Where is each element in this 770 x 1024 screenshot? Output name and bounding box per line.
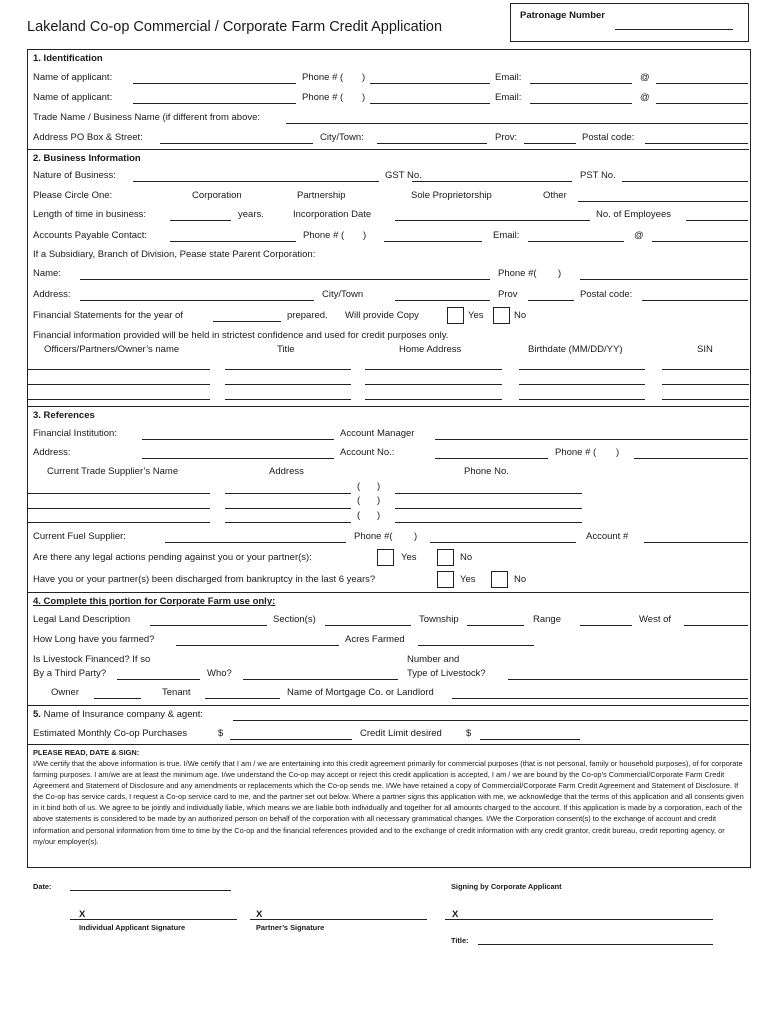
institution-field[interactable] [142,439,334,440]
section-5-heading [33,709,203,720]
phone-close-2: ) [362,92,366,103]
supplier-name-field[interactable] [27,493,210,494]
form-title: Lakeland Co-op Commercial / Corporate Farm Credit Application [27,19,443,35]
monthly-dollar: $ [218,728,224,739]
account-no-field[interactable] [435,458,548,459]
date-field[interactable] [70,890,231,891]
parent-city-field[interactable] [395,300,490,301]
confidential-note: Financial information provided will be held in strictest confidence and used for credit purposes only. [33,330,449,341]
legal-heading: PLEASE READ, DATE & SIGN: [33,748,140,757]
how-long-field[interactable] [176,645,339,646]
number-and-label: Number and [407,654,460,665]
subsidiary-label: If a Subsidiary, Branch of Division, Pease state Parent Corporation: [33,249,316,260]
fuel-phone-label: Phone #( [354,531,393,542]
institution-label: Financial Institution: [33,428,117,439]
ap-contact-label: Accounts Payable Contact: [33,230,148,241]
gst-label: GST No. [385,170,422,181]
owner-field[interactable] [94,698,141,699]
section-field[interactable] [325,625,411,626]
livestock-type-field[interactable] [508,679,748,680]
col-birthdate: Birthdate (MM/DD/YY) [528,344,623,355]
fuel-field[interactable] [165,542,346,543]
livestock-line-2: By a Third Party? [33,668,107,679]
parent-city-label: City/Town [322,289,364,300]
address-label: Address PO Box & Street: [33,132,143,143]
corporate-x: X [452,909,459,920]
corporate-signature-field[interactable] [445,919,713,920]
email-user-field-1[interactable] [530,83,632,84]
ap-phone-field[interactable] [384,241,482,242]
address-field[interactable] [160,143,313,144]
officer-birthdate-field[interactable] [519,369,645,370]
supplier-phone-close: ) [377,510,381,521]
owner-label: Owner [51,687,79,698]
mortgage-label: Name of Mortgage Co. or Landlord [287,687,434,698]
will-provide-label: Will provide Copy [345,310,419,321]
individual-signature-field[interactable] [70,919,237,920]
years-label: years. [238,209,264,220]
name-applicant-field-1[interactable] [133,83,296,84]
section-1-heading: 1. Identification [33,53,103,64]
limit-label: Credit Limit desired [360,728,442,739]
prepared-label: prepared. [287,310,328,321]
email-label-2: Email: [495,92,522,103]
ap-contact-field[interactable] [170,241,296,242]
limit-field[interactable] [480,739,580,740]
col-supplier-address: Address [269,466,304,477]
option-partnership[interactable]: Partnership [297,190,346,201]
length-field[interactable] [170,220,231,221]
ap-email-user-field[interactable] [528,241,624,242]
phone-field-2[interactable] [370,103,490,104]
email-label: Email: [495,72,522,83]
gst-field[interactable] [412,181,572,182]
parent-address-label: Address: [33,289,71,300]
bank-phone-close: ) [616,447,620,458]
fin-year-field[interactable] [213,321,281,322]
supplier-phone-open: ( [357,510,361,521]
trade-name-field[interactable] [286,123,748,124]
provide-no-checkbox[interactable] [493,307,510,324]
email-at: @ [640,72,650,83]
insurance-field[interactable] [233,720,748,721]
provide-yes-label: Yes [468,310,484,321]
parent-address-field[interactable] [80,300,314,301]
supplier-phone-field[interactable] [395,508,582,509]
parent-name-field[interactable] [80,279,490,280]
township-label: Township [419,614,459,625]
section-label: Section(s) [273,614,316,625]
officer-title-field[interactable] [225,369,351,370]
city-field[interactable] [377,143,487,144]
fuel-phone-field[interactable] [430,542,576,543]
type-livestock-label: Type of Livestock? [407,668,486,679]
west-field[interactable] [684,625,748,626]
legal-question: Are there any legal actions pending against you or your partner(s): [33,552,312,563]
township-field[interactable] [467,625,524,626]
officer-birthdate-field[interactable] [519,399,645,400]
acres-label: Acres Farmed [345,634,405,645]
account-no-label: Account No.: [340,447,395,458]
provide-no-label: No [514,310,527,321]
name-applicant-label-2: Name of applicant: [33,92,113,103]
livestock-line-1: Is Livestock Financed? If so [33,654,151,665]
other-field[interactable] [578,201,748,202]
individual-x: X [79,909,86,920]
bankruptcy-no-label: No [514,574,527,585]
how-long-label: How Long have you farmed? [33,634,155,645]
email-domain-field-1[interactable] [656,83,748,84]
city-label: City/Town: [320,132,364,143]
patronage-number-field[interactable] [615,29,733,30]
bankruptcy-yes-label: Yes [460,574,476,585]
ap-phone-close: ) [363,230,367,241]
officer-address-field[interactable] [365,399,502,400]
officer-address-field[interactable] [365,369,502,370]
bank-phone-label: Phone # ( [555,447,597,458]
bank-address-field[interactable] [142,458,334,459]
west-label: West of [639,614,672,625]
nature-label: Nature of Business: [33,170,116,181]
col-supplier-name: Current Trade Supplier’s Name [47,466,179,477]
nature-field[interactable] [133,181,379,182]
who-field[interactable] [243,679,398,680]
tenant-field[interactable] [205,698,280,699]
inc-date-field[interactable] [395,220,590,221]
provide-yes-checkbox[interactable] [447,307,464,324]
name-applicant-field-2[interactable] [133,103,296,104]
officer-sin-field[interactable] [662,384,749,385]
phone-field-1[interactable] [370,83,490,84]
tenant-label: Tenant [162,687,191,698]
prov-label: Prov: [495,132,518,143]
partner-signature-field[interactable] [250,919,427,920]
section-4-heading: 4. Complete this portion for Corporate Farm use only: [33,596,276,607]
phone-close: ) [362,72,366,83]
employees-field[interactable] [686,220,748,221]
mortgage-field[interactable] [452,698,748,699]
supplier-address-field[interactable] [225,522,351,523]
account-field[interactable] [644,542,748,543]
officer-address-field[interactable] [365,384,502,385]
supplier-address-field[interactable] [225,493,351,494]
patronage-box [510,3,749,42]
bankruptcy-question: Have you or your partner(s) been discharged from bankruptcy in the last 6 years? [33,574,376,585]
officer-title-field[interactable] [225,399,351,400]
employees-label: No. of Employees [596,209,671,220]
option-other[interactable]: Other [543,190,567,201]
officer-sin-field[interactable] [662,369,749,370]
email-user-field-2[interactable] [530,103,632,104]
section-2-heading: 2. Business Information [33,153,141,164]
section-3-heading: 3. References [33,410,95,421]
supplier-phone-field[interactable] [395,522,582,523]
parent-prov-field[interactable] [528,300,574,301]
phone-label: Phone # ( [302,72,344,83]
parent-phone-label: Phone #( [498,268,537,279]
ap-email-domain-field[interactable] [652,241,748,242]
livestock-financed-field[interactable] [117,679,200,680]
col-supplier-phone: Phone No. [464,466,509,477]
pst-label: PST No. [580,170,616,181]
col-title: Title [277,344,295,355]
who-label: Who? [207,668,232,679]
officer-name-field[interactable] [27,384,210,385]
date-label: Date: [33,882,52,891]
col-sin: SIN [697,344,713,355]
legal-no-label: No [460,552,473,563]
limit-dollar: $ [466,728,472,739]
parent-name-label: Name: [33,268,61,279]
phone-label-2: Phone # ( [302,92,344,103]
col-officer-name: Officers/Partners/Owner’s name [44,344,180,355]
monthly-label: Estimated Monthly Co-op Purchases [33,728,188,739]
supplier-phone-open: ( [357,495,361,506]
account-label: Account # [586,531,629,542]
section-5-number: 5. [33,709,41,720]
officer-name-field[interactable] [27,369,210,370]
individual-signature-label: Individual Applicant Signature [79,923,186,932]
patronage-label: Patronage Number [520,10,605,21]
email-domain-field-2[interactable] [656,103,748,104]
divider [27,406,749,407]
parent-phone-close: ) [558,268,562,279]
trade-name-label: Trade Name / Business Name (if different from above: [33,112,261,123]
title-field[interactable] [478,944,713,945]
officer-name-field[interactable] [27,399,210,400]
partner-signature-label: Partner’s Signature [256,923,325,932]
divider [27,705,749,706]
range-field[interactable] [580,625,632,626]
manager-field[interactable] [435,439,748,440]
legal-land-field[interactable] [150,625,267,626]
legal-land-label: Legal Land Description [33,614,131,625]
supplier-phone-field[interactable] [395,493,582,494]
supplier-phone-open: ( [357,481,361,492]
divider [27,744,749,745]
option-sole-proprietorship[interactable]: Sole Proprietorship [411,190,492,201]
title-label: Title: [451,936,469,945]
supplier-address-field[interactable] [225,508,351,509]
bankruptcy-no-checkbox[interactable] [491,571,508,588]
prov-field[interactable] [524,143,576,144]
officer-title-field[interactable] [225,384,351,385]
manager-label: Account Manager [340,428,415,439]
ap-phone-label: Phone # ( [303,230,345,241]
supplier-name-field[interactable] [27,508,210,509]
parent-postal-field[interactable] [642,300,748,301]
supplier-phone-close: ) [377,481,381,492]
parent-prov-label: Prov [498,289,518,300]
option-corporation[interactable]: Corporation [192,190,242,201]
legal-yes-checkbox[interactable] [377,549,394,566]
bank-address-label: Address: [33,447,71,458]
ap-email-label: Email: [493,230,520,241]
supplier-phone-close: ) [377,495,381,506]
supplier-name-field[interactable] [27,522,210,523]
insurance-label: Name of Insurance company & agent: [40,709,204,720]
divider [27,149,749,150]
corporate-label: Signing by Corporate Applicant [451,882,562,891]
range-label: Range [533,614,561,625]
divider [27,592,749,593]
parent-phone-field[interactable] [580,279,748,280]
name-applicant-label: Name of applicant: [33,72,113,83]
officer-birthdate-field[interactable] [519,384,645,385]
legal-yes-label: Yes [401,552,417,563]
postal-field[interactable] [645,143,748,144]
legal-body: I/We certify that the above information is true. I/We certify that I am / we are entertaining into this credit agreement primarily for commercial purposes (that is not personal, family or household purposes), of for corporate farming purposes. I am/we are at least the minimum age. I/we understand the Co-op may accept or reject this credit application is accepted, I am / we are bound by the Co-op’s Commercial/Corporate Farm Credit Agreement and Statement of Disclosure and any amendments or replacements which the Co-op sends me. I/We have retained a copy of Commercial/Corporate Farm Credit Agreement and Statement of Disclosure. If the Co-op has service cards, I request a Co-op service card to me, and the partner set out below. Where a partner signs this application with me, we acknowledge that the terms of this application and all consents given in it bind both of us. We agree to be jointly and individually liable, which means we are liable both individually and together for all amounts charged to the account. If this application is made by a corporation, each of the above statements is considered to be made by an authorized person on behalf of the corporation with all necessary grammatical changes. I/We the Corporation consent(s) to the exchange of account and credit information and personal information from time to time by the Co-op and the financial references provided and to the exchange of credit information with any credit grantor, credit bureau, credit reporting agency, or my/our employer(s). [33,759,744,846]
fin-statements-label: Financial Statements for the year of [33,310,183,321]
fuel-label: Current Fuel Supplier: [33,531,126,542]
partner-x: X [256,909,263,920]
pst-field[interactable] [622,181,748,182]
col-home-address: Home Address [399,344,462,355]
inc-date-label: Incorporation Date [293,209,372,220]
ap-email-at: @ [634,230,644,241]
email-at-2: @ [640,92,650,103]
acres-field[interactable] [418,645,534,646]
monthly-field[interactable] [230,739,352,740]
legal-no-checkbox[interactable] [437,549,454,566]
bank-phone-field[interactable] [634,458,748,459]
length-label: Length of time in business: [33,209,147,220]
fuel-phone-close: ) [414,531,418,542]
bankruptcy-yes-checkbox[interactable] [437,571,454,588]
officer-sin-field[interactable] [662,399,749,400]
circle-label: Please Circle One: [33,190,113,201]
parent-postal-label: Postal code: [580,289,633,300]
postal-label: Postal code: [582,132,635,143]
